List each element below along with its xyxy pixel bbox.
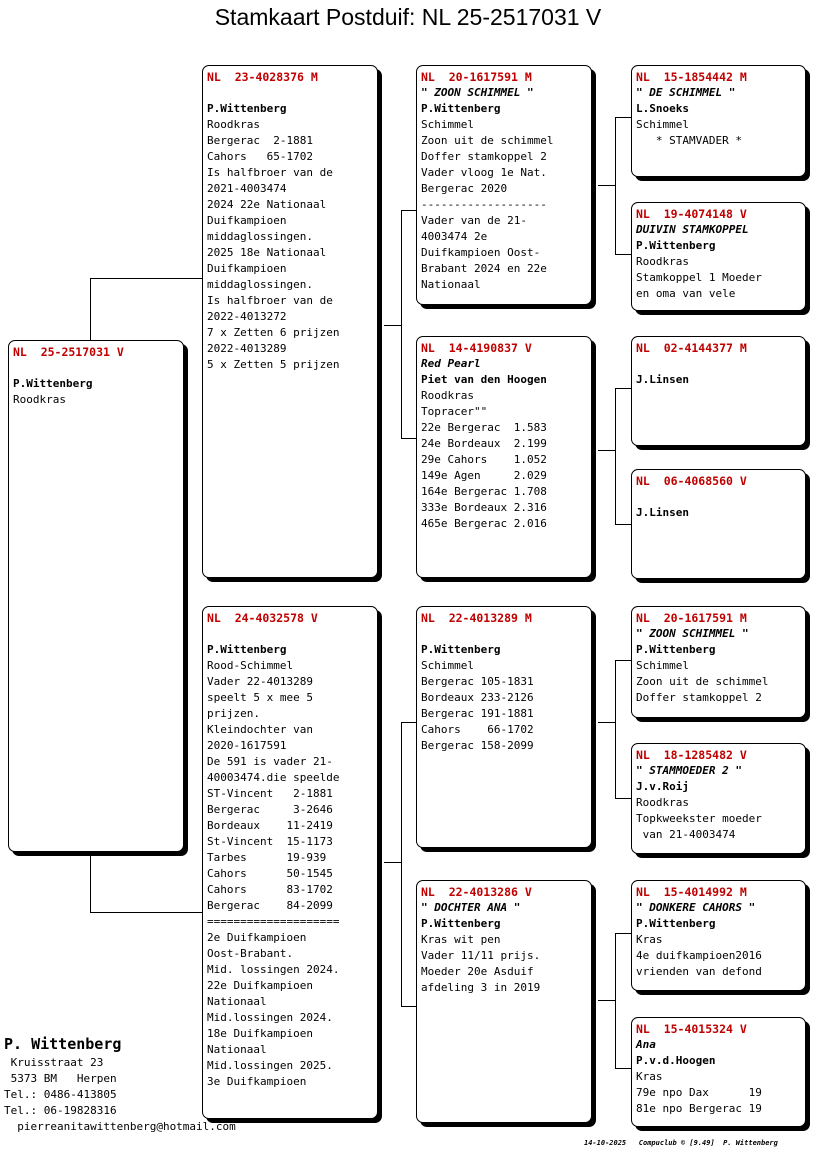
connector [615,524,632,525]
pedigree-line: P.Wittenberg [421,643,501,656]
pedigree-line: 29e Cahors 1.052 [421,453,547,466]
ring-number: NL 20-1617591 M [421,70,532,84]
ring-number: NL 02-4144377 M [636,341,747,355]
ring-number: NL 25-2517031 V [13,345,124,359]
connector [615,660,632,661]
pedigree-line: De 591 is vader 21- [207,755,333,768]
pedigree-line: P.v.d.Hoogen [636,1054,716,1067]
pedigree-line: P.Wittenberg [421,917,501,930]
pedigree-line: Cahors 65-1702 [207,150,313,163]
pedigree-line: Topkweekster moeder [636,812,762,825]
ring-number: NL 22-4013289 M [421,611,532,625]
connector [598,185,615,186]
sire-sire-card[interactable] [416,65,592,305]
pedigree-line: Is halfbroer van de [207,166,333,179]
pedigree-line: Oost-Brabant. [207,947,294,960]
pedigree-line: 2e Duifkampioen [207,931,307,944]
pedigree-line: Cahors 50-1545 [207,867,333,880]
connector [384,325,401,326]
footer-credits: 14-10-2025 Compuclub © [9.49] P. Wittenberg [584,1139,778,1147]
ring-number: NL 06-4068560 V [636,474,747,488]
pedigree-line: 149e Agen 2.029 [421,469,547,482]
pedigree-line: Doffer stamkoppel 2 [636,691,762,704]
pedigree-line: Nationaal [421,278,481,291]
ring-number: NL 23-4028376 M [207,70,318,84]
pedigree-line: Schimmel [636,659,689,672]
sire-dam-card[interactable] [416,336,592,578]
pedigree-line: Schimmel [421,118,474,131]
connector [615,117,616,254]
pedigree-line: 7 x Zetten 6 prijzen [207,326,340,339]
pedigree-line: middaglossingen. [207,230,313,243]
connector [598,722,615,723]
pedigree-line: Bordeaux 11-2419 [207,819,333,832]
connector [615,660,616,798]
ring-number: NL 19-4074148 V [636,207,747,221]
pedigree-line: Moeder 20e Asduif [421,965,534,978]
ring-number: NL 15-4015324 V [636,1022,747,1036]
dam-dam-card[interactable] [416,880,592,1123]
ring-number: NL 15-1854442 M [636,70,747,84]
pedigree-line: P.Wittenberg [636,917,716,930]
pedigree-line: J.v.Roij [636,780,689,793]
pedigree-line: Zoon uit de schimmel [421,134,554,147]
pedigree-line: P.Wittenberg [13,377,93,390]
connector [615,933,632,934]
pedigree-line [207,626,373,642]
connector [90,852,91,912]
pedigree-line: L.Snoeks [636,102,689,115]
pedigree-line: 5 x Zetten 5 prijzen [207,358,340,371]
pedigree-line: 40003474.die speelde [207,771,340,784]
pedigree-line: Roodkras [207,118,260,131]
pedigree-line: Nationaal [207,995,267,1008]
pedigree-line: Duifkampioen [207,262,287,275]
pedigree-line: 4003474 2e [421,230,488,243]
owner-info [4,1033,236,1135]
pedigree-line: Schimmel [636,118,689,131]
pedigree-line: Cahors 83-1702 [207,883,333,896]
owner-city: 5373 BM Herpen [4,1072,117,1085]
dam-sire-dam-card[interactable] [631,743,806,854]
pedigree-line: prijzen. [207,707,260,720]
pedigree-line: J.Linsen [636,373,689,386]
pedigree-line [636,489,801,505]
ring-number: NL 14-4190837 V [421,341,532,355]
pedigree-line: 2022-4013272 [207,310,287,323]
pedigree-line: Kras [636,933,663,946]
connector [90,278,204,279]
pedigree-line: Mid.lossingen 2025. [207,1059,333,1072]
pedigree-line: 79e npo Dax 19 [636,1086,762,1099]
pedigree-line: Vader 22-4013289 [207,675,313,688]
sire-sire-dam-card[interactable] [631,202,806,311]
pedigree-line: " DOCHTER ANA " [421,901,521,914]
pedigree-line: ==================== [207,915,340,928]
pedigree-line: Duifkampioen Oost- [421,246,541,259]
ring-number: NL 22-4013286 V [421,885,532,899]
pedigree-line: Bergerac 105-1831 [421,675,534,688]
subject-card[interactable] [8,340,184,852]
pedigree-line: " DE SCHIMMEL " [636,86,736,99]
pedigree-line: ST-Vincent 2-1881 [207,787,333,800]
pedigree-line: 2022-4013289 [207,342,287,355]
dam-dam-dam-card[interactable] [631,1017,806,1127]
pedigree-line: Roodkras [636,255,689,268]
pedigree-line: Vader van de 21- [421,214,527,227]
pedigree-line: Nationaal [207,1043,267,1056]
pedigree-line: 164e Bergerac 1.708 [421,485,547,498]
connector [598,450,615,451]
pedigree-line: J.Linsen [636,506,689,519]
pedigree-line: P.Wittenberg [207,102,287,115]
ring-number: NL 24-4032578 V [207,611,318,625]
pedigree-line: 2024 22e Nationaal [207,198,327,211]
pedigree-line: Bergerac 3-2646 [207,803,333,816]
pedigree-line: P.Wittenberg [207,643,287,656]
pedigree-line: Rood-Schimmel [207,659,294,672]
ring-number: NL 20-1617591 M [636,611,747,625]
connector [615,933,616,1068]
sire-dam-dam-card[interactable] [631,469,806,579]
pedigree-line: ------------------- [421,198,547,211]
pedigree-line: Zoon uit de schimmel [636,675,769,688]
connector [401,210,402,438]
pedigree-line: Is halfbroer van de [207,294,333,307]
connector [615,254,632,255]
pedigree-line: Stamkoppel 1 Moeder [636,271,762,284]
page-title: Stamkaart Postduif: NL 25-2517031 V [214,4,602,30]
owner-email[interactable]: pierreanitawittenberg@hotmail.com [4,1120,236,1133]
pedigree-line: Kleindochter van [207,723,313,736]
pedigree-line: 3e Duifkampioen [207,1075,307,1088]
connector [90,912,204,913]
pedigree-line: Bergerac 84-2099 [207,899,333,912]
ring-number: NL 18-1285482 V [636,748,747,762]
pedigree-line: " ZOON SCHIMMEL " [421,86,534,99]
connector [615,388,632,389]
connector [615,388,616,524]
owner-phone: Tel.: 0486-413805 [4,1088,117,1101]
pedigree-line: P.Wittenberg [636,239,716,252]
pedigree-line: Tarbes 19-939 [207,851,327,864]
pedigree-line: en oma van vele [636,287,736,300]
connector [401,722,402,1006]
pedigree-line: Bergerac 191-1881 [421,707,534,720]
pedigree-line: 81e npo Bergerac 19 [636,1102,762,1115]
pedigree-line: 22e Duifkampioen [207,979,313,992]
pedigree-line: 18e Duifkampioen [207,1027,313,1040]
pedigree-line: Vader 11/11 prijs. [421,949,541,962]
pedigree-line: Doffer stamkoppel 2 [421,150,547,163]
pedigree-line: Piet van den Hoogen [421,373,547,386]
pedigree-line: 4e duifkampioen2016 [636,949,762,962]
dam-dam-sire-card[interactable] [631,880,806,991]
pedigree-line: Roodkras [421,389,474,402]
pedigree-line: Ana [636,1038,656,1051]
pedigree-line: Mid.lossingen 2024. [207,1011,333,1024]
pedigree-line: 2025 18e Nationaal [207,246,327,259]
connector [615,798,632,799]
owner-street: Kruisstraat 23 [4,1056,104,1069]
pedigree-line: Red Pearl [421,357,481,370]
owner-name: P. Wittenberg [4,1035,122,1053]
pedigree-line: P.Wittenberg [636,643,716,656]
pedigree-line: Bergerac 2020 [421,182,508,195]
pedigree-line: Duifkampioen [207,214,287,227]
pedigree-line [13,360,179,376]
pedigree-line: 465e Bergerac 2.016 [421,517,547,530]
pedigree-line: 24e Bordeaux 2.199 [421,437,547,450]
pedigree-line: St-Vincent 15-1173 [207,835,333,848]
pedigree-line: Kras [636,1070,663,1083]
pedigree-line: Bordeaux 233-2126 [421,691,534,704]
sire-card[interactable] [202,65,378,578]
pedigree-line: Bergerac 158-2099 [421,739,534,752]
pedigree-line: * STAMVADER * [636,134,742,147]
connector [615,117,632,118]
pedigree-line: Mid. lossingen 2024. [207,963,340,976]
connector [90,278,91,340]
pedigree-line [207,85,373,101]
pedigree-line: 2020-1617591 [207,739,287,752]
connector [598,1000,615,1001]
pedigree-line: Kras wit pen [421,933,501,946]
pedigree-line: Schimmel [421,659,474,672]
sire-dam-sire-card[interactable] [631,336,806,446]
pedigree-line: Brabant 2024 en 22e [421,262,547,275]
pedigree-line: Roodkras [13,393,66,406]
pedigree-line: vrienden van defond [636,965,762,978]
connector [384,862,401,863]
dam-sire-card[interactable] [416,606,592,848]
pedigree-line [636,356,801,372]
pedigree-line: " ZOON SCHIMMEL " [636,627,749,640]
pedigree-line: van 21-4003474 [636,828,736,841]
owner-mobile: Tel.: 06-19828316 [4,1104,117,1117]
pedigree-line: " DONKERE CAHORS " [636,901,756,914]
pedigree-line: Vader vloog 1e Nat. [421,166,547,179]
pedigree-line: 22e Bergerac 1.583 [421,421,547,434]
pedigree-line: Roodkras [636,796,689,809]
pedigree-line: P.Wittenberg [421,102,501,115]
ring-number: NL 15-4014992 M [636,885,747,899]
pedigree-line: Bergerac 2-1881 [207,134,313,147]
sire-sire-sire-card[interactable] [631,65,806,177]
pedigree-line: middaglossingen. [207,278,313,291]
pedigree-line: 333e Bordeaux 2.316 [421,501,547,514]
pedigree-line: DUIVIN STAMKOPPEL [636,223,749,236]
pedigree-line: afdeling 3 in 2019 [421,981,541,994]
pedigree-line: " STAMMOEDER 2 " [636,764,742,777]
pedigree-line: speelt 5 x mee 5 [207,691,313,704]
pedigree-line: 2021-4003474 [207,182,287,195]
pedigree-line: Topracer"" [421,405,488,418]
pedigree-line: Cahors 66-1702 [421,723,534,736]
connector [615,1068,632,1069]
pedigree-line [421,626,587,642]
dam-sire-sire-card[interactable] [631,606,806,718]
